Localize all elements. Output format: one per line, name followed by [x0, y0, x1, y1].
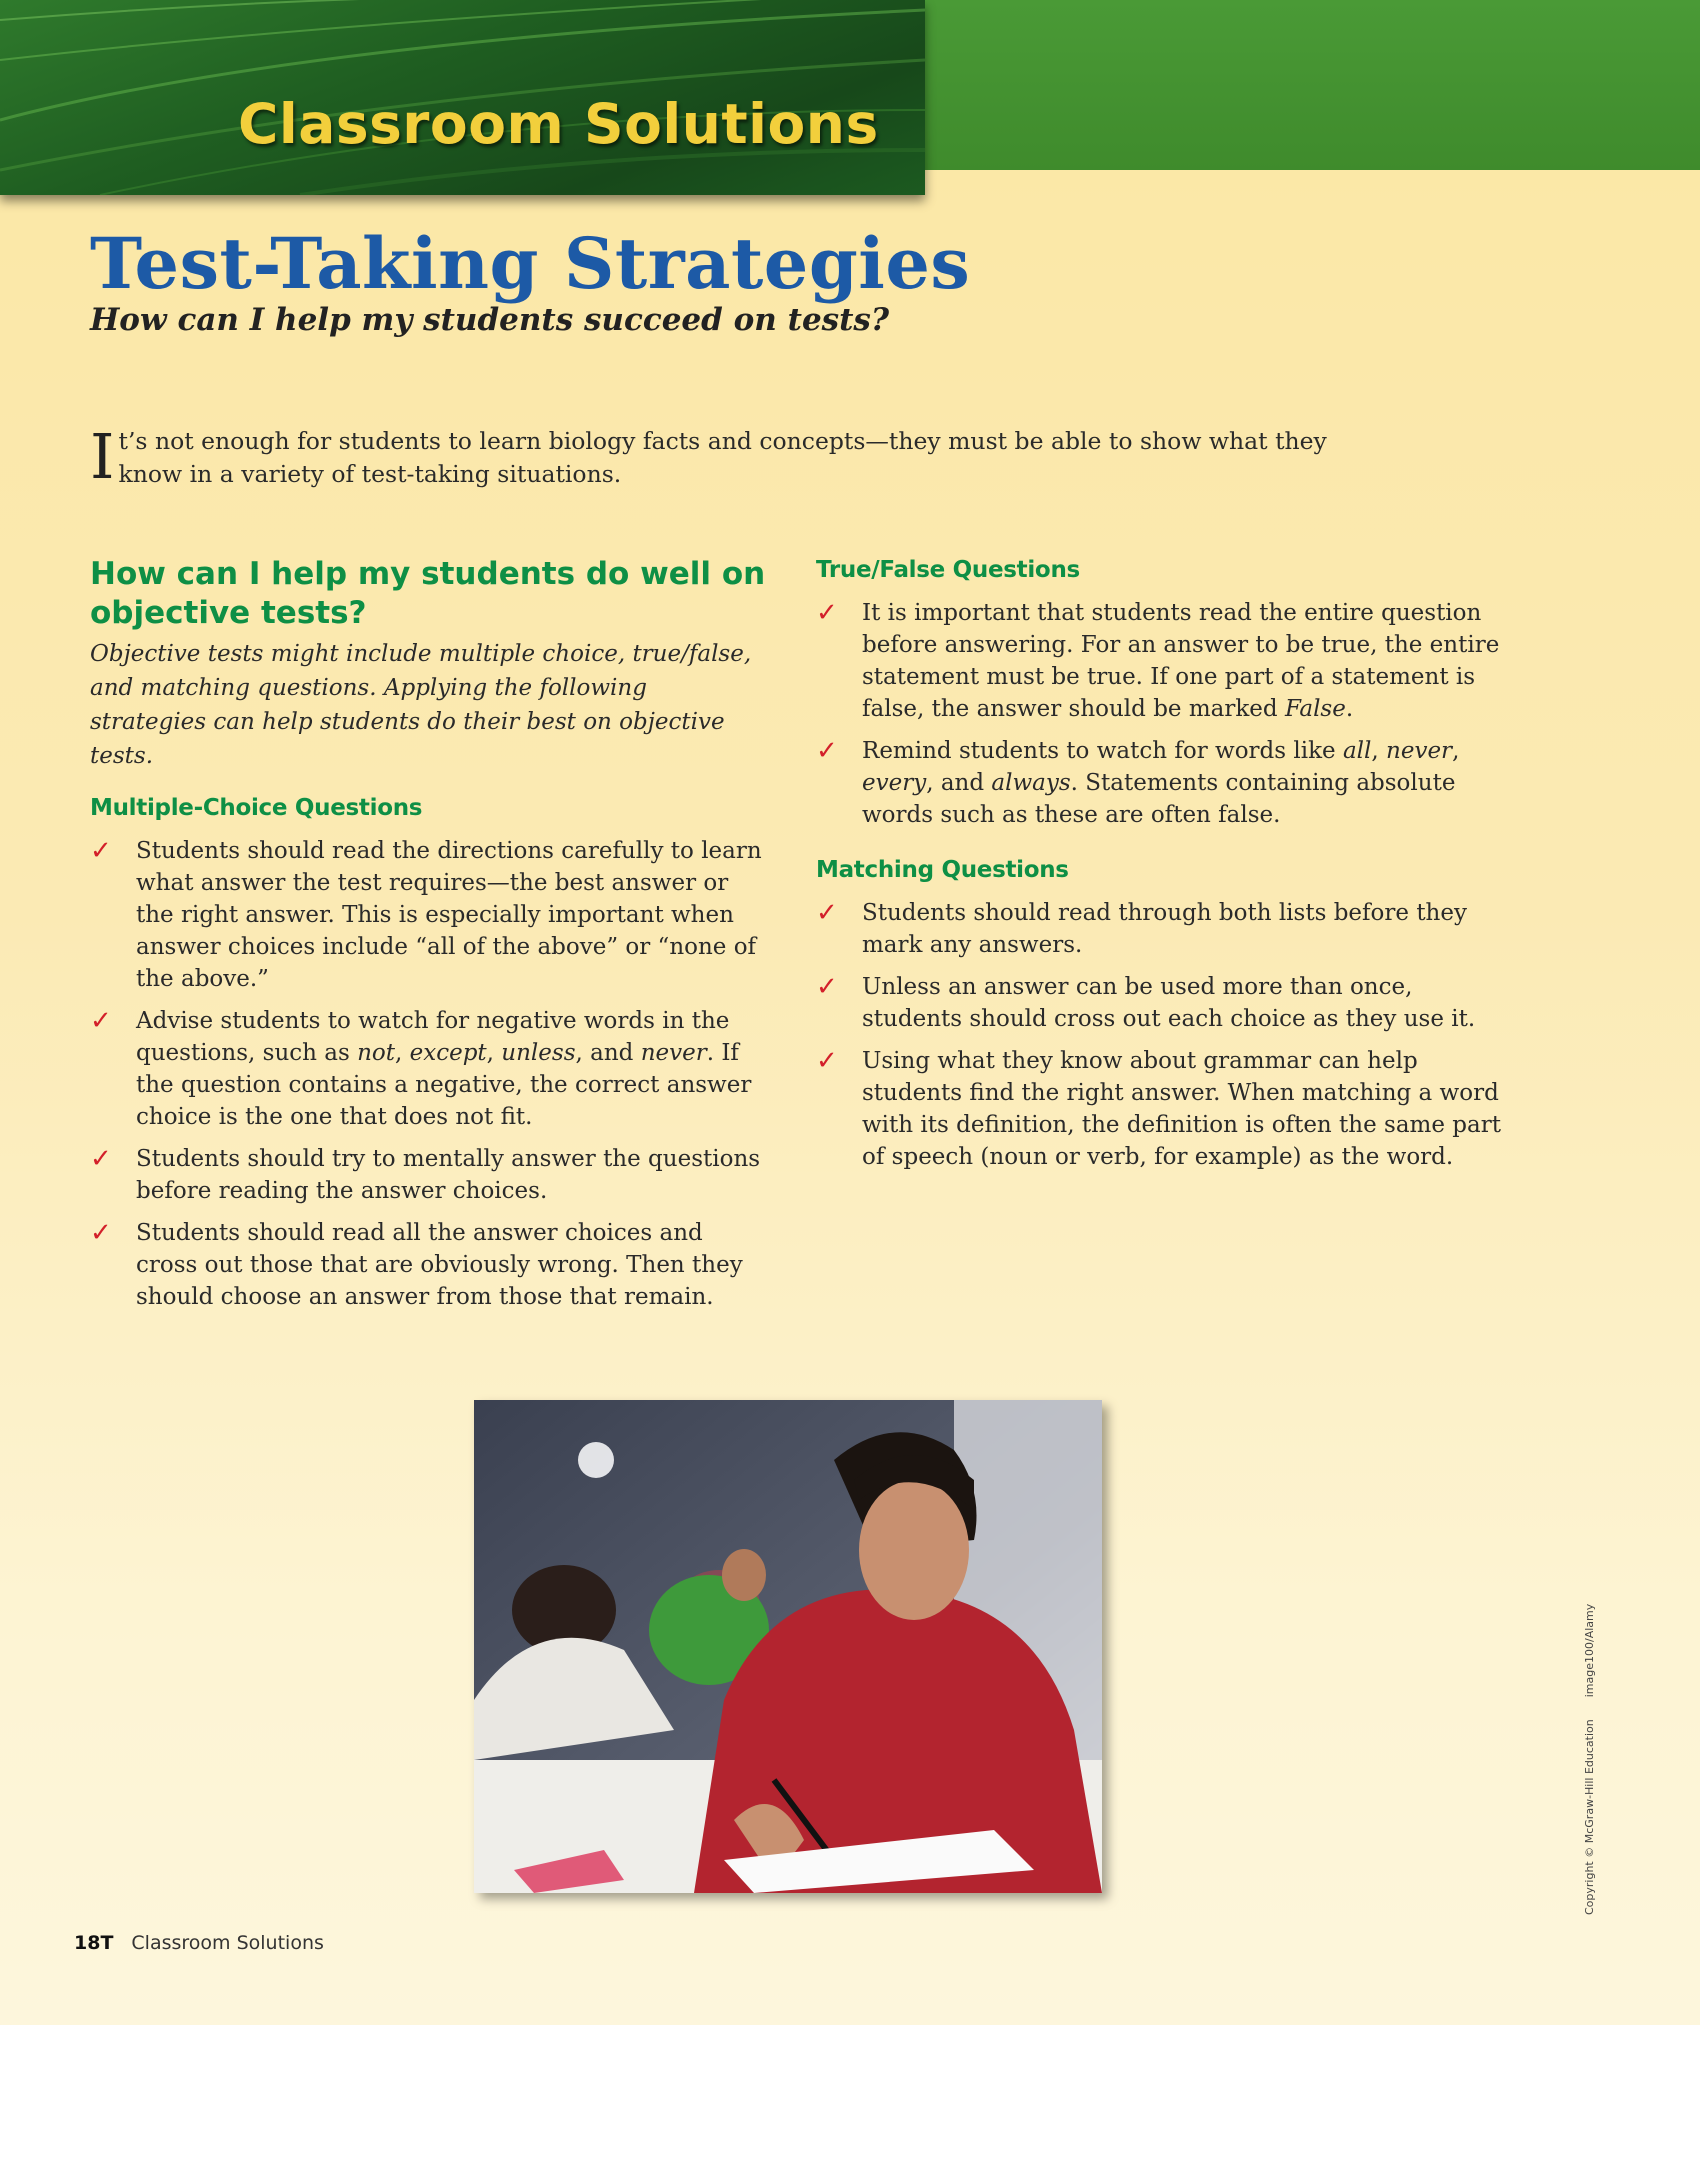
list-item: ✓ Advise students to watch for negative words in the questions, such as not, except, unless, and never. If the question contains a negative, the correct answer choice is the one that does not fit. — [90, 1006, 752, 1130]
page-subtitle: How can I help my students succeed on tests? — [90, 302, 890, 338]
list-item: ✓ Students should read the directions carefully to learn what answer the test requires—the best answer or the right answer. This is especially important when answer choices include “all of the above” or “none of the above.” — [90, 836, 762, 992]
intro-text: t’s not enough for students to learn biology facts and concepts—they must be able to show what they know in a variety of test-taking situations. — [118, 427, 1327, 488]
true-false-heading: True/False Questions — [816, 557, 1080, 583]
check-icon: ✓ — [816, 1046, 838, 1076]
list-item: ✓ Students should try to mentally answer the questions before reading the answer choices. — [90, 1144, 761, 1204]
matching-heading: Matching Questions — [816, 857, 1069, 883]
photo-credit — [1583, 1535, 1596, 1915]
photo-credit-text: image100/Alamy — [1583, 1603, 1596, 1698]
list-item: ✓ Students should read all the answer choices and cross out those that are obviously wrong. Then they should choose an answer from those that remain. — [90, 1218, 743, 1310]
true-false-list — [816, 597, 1506, 831]
objective-tests-heading: How can I help my students do well on objective tests? — [90, 556, 766, 631]
header-band-right — [880, 0, 1700, 170]
list-item: ✓ Unless an answer can be used more than once, students should cross out each choice as they use it. — [816, 972, 1476, 1032]
students-photo-illustration — [474, 1400, 1102, 1893]
copyright-text: Copyright © McGraw-Hill Education — [1583, 1719, 1596, 1915]
check-icon: ✓ — [90, 836, 112, 866]
right-column — [816, 555, 1506, 1197]
objective-tests-description: Objective tests might include multiple choice, true/false, and matching questions. Applying the following strategies can help students do their best on objective tests. — [90, 641, 752, 769]
list-item: ✓ Using what they know about grammar can help students find the right answer. When matching a word with its definition, the definition is often the same part of speech (noun or verb, for example) as the word. — [816, 1046, 1501, 1170]
header-banner — [0, 0, 925, 195]
section-title: Classroom Solutions — [238, 92, 879, 156]
check-icon: ✓ — [816, 898, 838, 928]
check-icon: ✓ — [90, 1218, 112, 1248]
students-photo — [474, 1400, 1102, 1893]
intro-paragraph — [90, 420, 1390, 493]
footer-section: Classroom Solutions — [131, 1932, 324, 1954]
page-number: 18T — [74, 1932, 114, 1954]
left-column — [90, 555, 770, 1337]
page-title: Test-Taking Strategies — [90, 222, 971, 305]
check-icon: ✓ — [816, 972, 838, 1002]
check-icon: ✓ — [816, 736, 838, 766]
matching-list — [816, 897, 1506, 1173]
drop-cap: I — [90, 420, 115, 493]
multiple-choice-list — [90, 835, 770, 1313]
multiple-choice-heading: Multiple-Choice Questions — [90, 795, 423, 821]
list-item: ✓ It is important that students read the entire question before answering. For an answer to be true, the entire statement must be true. If one part of a statement is false, the answer should be marked False. — [816, 598, 1500, 722]
check-icon: ✓ — [816, 598, 838, 628]
list-item: ✓ Students should read through both lists before they mark any answers. — [816, 898, 1467, 958]
check-icon: ✓ — [90, 1144, 112, 1174]
page-footer — [74, 1932, 324, 1954]
list-item: ✓ Remind students to watch for words like all, never, every, and always. Statements containing absolute words such as these are often false. — [816, 736, 1460, 828]
check-icon: ✓ — [90, 1006, 112, 1036]
